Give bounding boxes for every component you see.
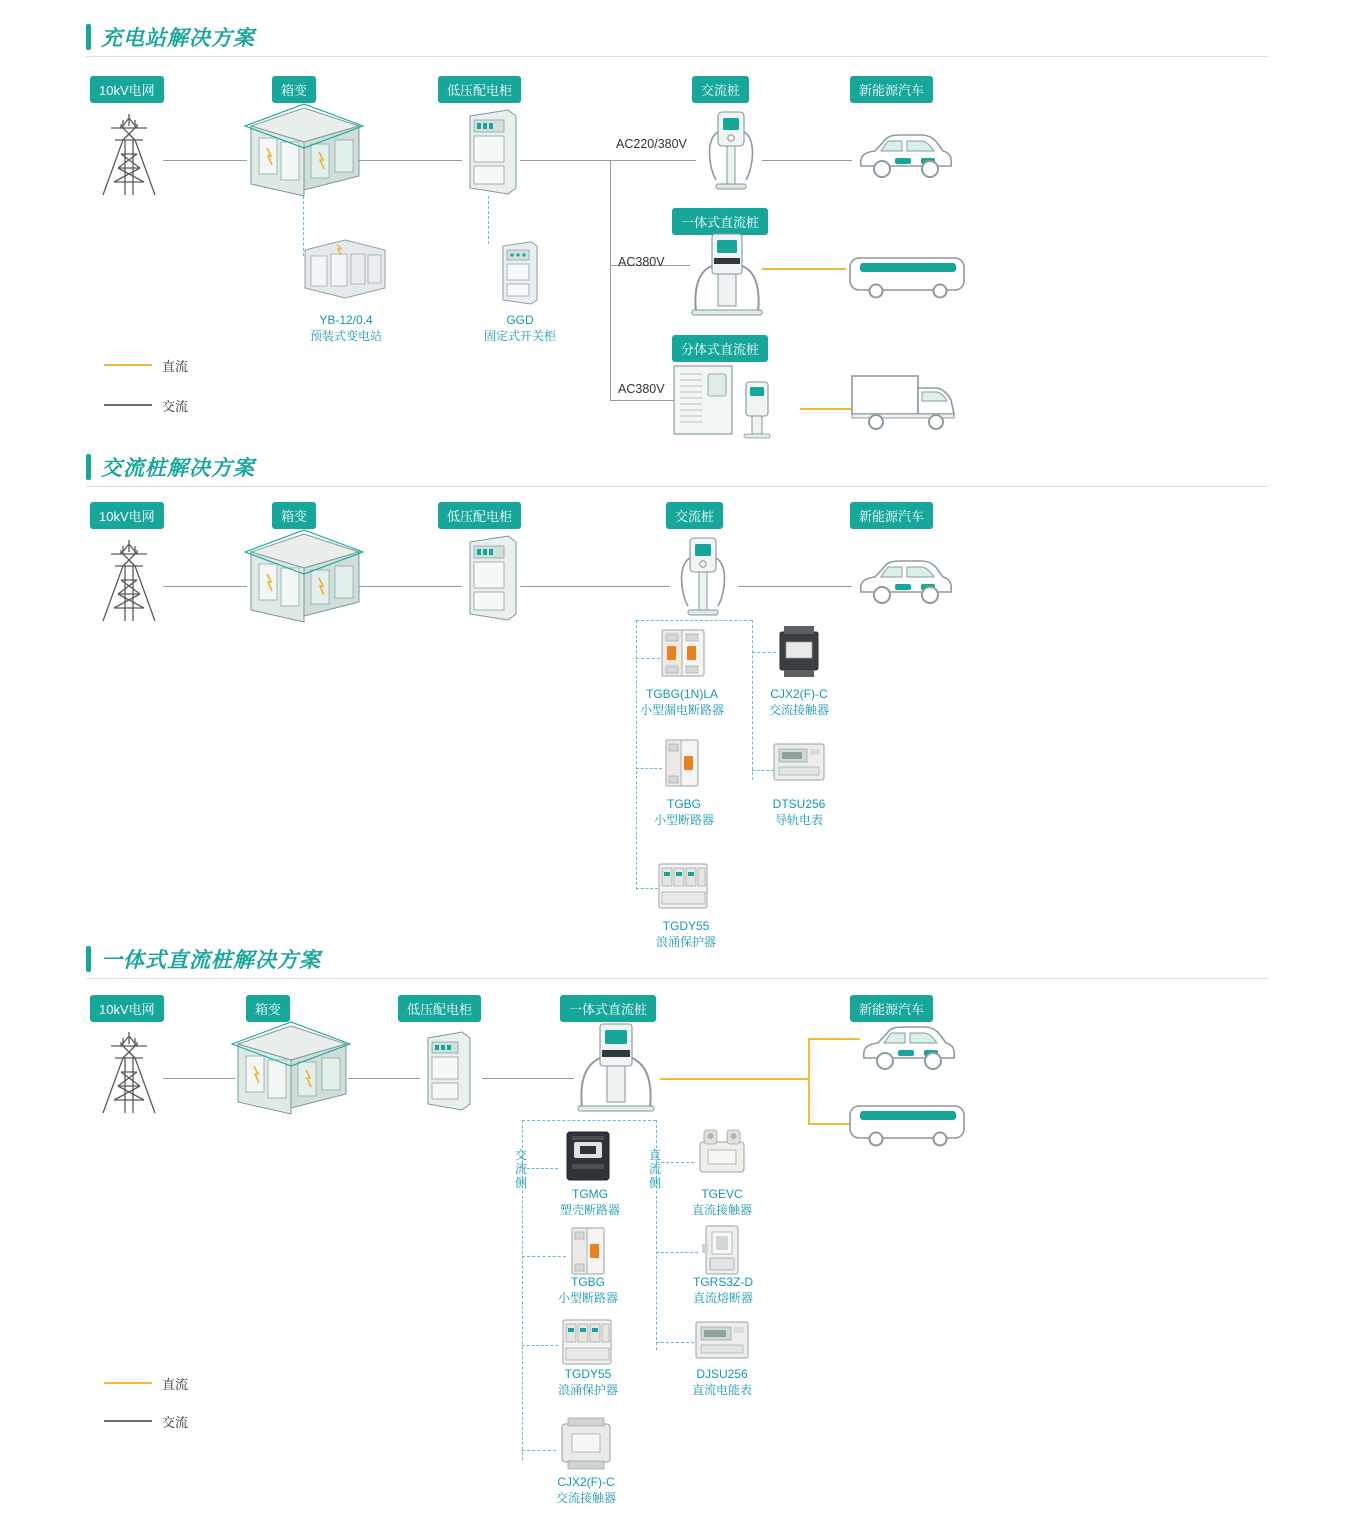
title-bar: [86, 946, 91, 972]
dash-left-branch-2: [636, 620, 637, 890]
legend-ac-1: [104, 396, 234, 414]
label-ac-pile-1: 交流桩: [692, 76, 749, 103]
dc-integrated-pile-icon-1: [690, 232, 764, 318]
dash-pile-branch-3: [522, 1120, 656, 1121]
dash-to-comp-4: [752, 770, 774, 771]
legend-dc-1: [104, 356, 234, 374]
yb-substation-icon: [303, 238, 387, 300]
mccb-icon-3: [564, 1128, 612, 1184]
caption-line2: 直流接触器: [691, 1203, 752, 1217]
caption-line1: TGBG: [570, 1275, 605, 1289]
dc-to-car-3: [808, 1038, 860, 1040]
caption-mccb-3: [540, 1186, 640, 1218]
caption-line1: DTSU256: [772, 797, 826, 811]
section-title-3: [86, 944, 321, 974]
spd-icon-2: [656, 860, 710, 912]
dash-to-comp-2: [752, 652, 776, 653]
section-rule-3: [86, 978, 1268, 979]
label-lv-cabinet-2: 低压配电柜: [438, 502, 521, 529]
ev-truck-icon-1: [850, 370, 960, 432]
legend-ac-label: 交流: [162, 1415, 189, 1430]
caption-ggd-cabinet: [458, 312, 582, 344]
connector-grid-to-box-3: [163, 1078, 235, 1079]
caption-line2: 直流熔断器: [692, 1291, 753, 1305]
label-dc-split-1: 分体式直流桩: [672, 335, 768, 362]
label-box-substation-1: 箱变: [272, 76, 316, 103]
caption-line2: 小型断路器: [653, 813, 714, 827]
caption-line2: 直流电能表: [691, 1383, 752, 1397]
ev-car-icon-1: [855, 128, 955, 184]
caption-mcb-rcbo: [620, 686, 744, 718]
label-ev-car-3: 新能源汽车: [850, 995, 933, 1022]
side-label-ac: 交流侧: [514, 1148, 527, 1190]
caption-line2: 小型漏电断路器: [639, 703, 724, 717]
caption-line1: CJX2(F)-C: [770, 687, 828, 701]
dc-split-pile-icon-1: [672, 362, 788, 440]
ev-car-icon-2: [855, 554, 955, 610]
ev-bus-icon-3: [848, 1100, 966, 1148]
power-pylon-icon-2: [93, 538, 165, 623]
dc-connector-bus-split: [800, 408, 856, 410]
label-ev-car-2: 新能源汽车: [850, 502, 933, 529]
legend-ac-label: 交流: [162, 399, 189, 414]
dc-out-from-pile-3: [660, 1078, 808, 1080]
connector-box-to-cabinet-3: [348, 1078, 420, 1079]
label-grid-2: 10kV电网: [90, 502, 164, 529]
label-grid-1: 10kV电网: [90, 76, 164, 103]
caption-mcb-3: [534, 1274, 642, 1306]
label-ev-car-1: 新能源汽车: [850, 76, 933, 103]
ev-bus-icon-1: [848, 252, 966, 300]
lv-cabinet-icon-2: [466, 534, 520, 622]
connector-pile-to-car-2: [738, 586, 852, 587]
ev-car-icon-3: [858, 1020, 958, 1076]
title-bar: [86, 454, 91, 480]
caption-line1: TGEVC: [701, 1187, 743, 1201]
power-pylon-icon-1: [93, 112, 165, 197]
caption-ac-contactor-3: [526, 1474, 646, 1506]
mcb-icon-3: [568, 1224, 608, 1278]
connector-pile-to-car-1: [762, 160, 852, 161]
legend-dc-swatch: [104, 1382, 152, 1384]
section-title-text: 交流桩解决方案: [101, 457, 255, 480]
connector-cabinet-to-pile-2: [520, 586, 670, 587]
caption-line2: 浪涌保护器: [655, 935, 716, 949]
dc-fuse-icon: [700, 1222, 744, 1278]
caption-line2: 小型断路器: [557, 1291, 618, 1305]
dc-contactor-icon: [694, 1126, 750, 1178]
section-rule-2: [86, 486, 1268, 487]
caption-spd-3: [530, 1366, 646, 1398]
caption-line2: 浪涌保护器: [557, 1383, 618, 1397]
legend-dc-label: 直流: [162, 1377, 189, 1392]
mcb-rcbo-icon: [658, 626, 708, 680]
caption-spd-2: [626, 918, 746, 950]
connector-cabinet-to-pile-3: [482, 1078, 574, 1079]
title-bar: [86, 24, 91, 50]
caption-line1: TGDY55: [564, 1367, 612, 1381]
dc-integrated-pile-icon-3: [576, 1022, 656, 1114]
section-rule-1: [86, 56, 1268, 57]
legend-ac-swatch: [104, 1420, 152, 1422]
label-ac-pile-2: 交流桩: [666, 502, 723, 529]
caption-line2: 固定式开关柜: [483, 329, 556, 343]
lv-cabinet-icon-3: [424, 1030, 474, 1112]
dash-cabinet-to-ggd: [488, 196, 489, 244]
caption-dc-fuse: [660, 1274, 786, 1306]
label-dc-integrated-1: 一体式直流桩: [672, 208, 768, 235]
dash-pile-branch-2: [636, 620, 752, 621]
dash-to-comp-5: [636, 888, 658, 889]
ac-charging-pile-icon-2: [672, 534, 734, 618]
ac-charging-pile-icon-1: [700, 108, 762, 192]
mcb-icon-2: [662, 736, 702, 790]
caption-line1: DJSU256: [696, 1367, 748, 1381]
caption-din-rail-meter: [742, 796, 856, 828]
caption-ac-contactor-2: [740, 686, 858, 718]
label-grid-3: 10kV电网: [90, 995, 164, 1022]
power-pylon-icon-3: [93, 1030, 165, 1115]
din-rail-meter-icon-2: [772, 740, 826, 784]
box-substation-icon-1: [245, 104, 363, 196]
connector-bus-vertical-1: [610, 160, 611, 400]
section-title-2: [86, 452, 255, 482]
caption-line2: 交流接触器: [555, 1491, 616, 1505]
caption-line1: TGRS3Z-D: [693, 1275, 753, 1289]
label-box-substation-2: 箱变: [272, 502, 316, 529]
caption-line1: TGMG: [572, 1187, 608, 1201]
label-lv-cabinet-3: 低压配电柜: [398, 995, 481, 1022]
ggd-cabinet-icon: [500, 240, 540, 306]
caption-line1: TGDY55: [662, 919, 710, 933]
spd-icon-3: [560, 1316, 614, 1368]
caption-line1: TGBG: [666, 797, 701, 811]
ac-contactor-icon-3: [556, 1416, 616, 1472]
connector-cabinet-to-pile-1: [520, 160, 696, 161]
box-substation-icon-3: [232, 1022, 350, 1114]
dc-energy-meter-icon: [694, 1318, 750, 1362]
legend-ac-3: [104, 1412, 234, 1430]
caption-line2: 预装式变电站: [309, 329, 382, 343]
dash-to-comp-3: [636, 768, 662, 769]
dc-vertical-split-3: [808, 1038, 810, 1124]
caption-line2: 导轨电表: [774, 813, 823, 827]
dash-to-comp-1: [636, 658, 660, 659]
connector-box-to-cabinet-2: [358, 586, 462, 587]
caption-mcb-2: [628, 796, 740, 828]
label-lv-cabinet-1: 低压配电柜: [438, 76, 521, 103]
connector-grid-to-box-2: [163, 586, 247, 587]
side-label-dc: 直流侧: [648, 1148, 661, 1190]
voltage-ac380-integrated: AC380V: [618, 255, 665, 269]
caption-line2: 交流接触器: [768, 703, 829, 717]
dc-connector-bus-integrated: [762, 268, 846, 270]
caption-dc-energy-meter: [662, 1366, 782, 1398]
lv-cabinet-icon-1: [466, 108, 520, 196]
caption-line1: YB-12/0.4: [319, 313, 373, 327]
dash-to-ac-comp-2: [522, 1256, 566, 1257]
caption-dc-contactor: [662, 1186, 782, 1218]
dash-to-dc-comp-2: [656, 1252, 698, 1253]
voltage-ac380-split: AC380V: [618, 382, 665, 396]
section-title-1: [86, 22, 255, 52]
voltage-ac220-380: AC220/380V: [616, 137, 687, 151]
connector-grid-to-box-1: [163, 160, 247, 161]
section-title-text: 充电站解决方案: [101, 27, 255, 50]
dash-to-ac-comp-3: [522, 1345, 558, 1346]
caption-line1: TGBG(1N)LA: [645, 687, 718, 701]
caption-line1: CJX2(F)-C: [557, 1475, 615, 1489]
legend-ac-swatch: [104, 404, 152, 406]
ac-contactor-icon-2: [776, 624, 822, 680]
label-box-substation-3: 箱变: [246, 995, 290, 1022]
dash-to-dc-comp-3: [656, 1342, 694, 1343]
caption-line2: 塑壳断路器: [559, 1203, 620, 1217]
legend-dc-3: [104, 1374, 234, 1392]
box-substation-icon-2: [245, 530, 363, 622]
connector-box-to-cabinet-1: [358, 160, 462, 161]
connector-bus-to-dc-split: [610, 400, 678, 401]
dash-to-ac-comp-4: [522, 1450, 556, 1451]
section-title-text: 一体式直流桩解决方案: [101, 949, 321, 972]
label-dc-integrated-3: 一体式直流桩: [560, 995, 656, 1022]
legend-dc-label: 直流: [162, 359, 189, 374]
legend-dc-swatch: [104, 364, 152, 366]
caption-yb-substation: [281, 312, 411, 344]
caption-line1: GGD: [506, 313, 534, 327]
